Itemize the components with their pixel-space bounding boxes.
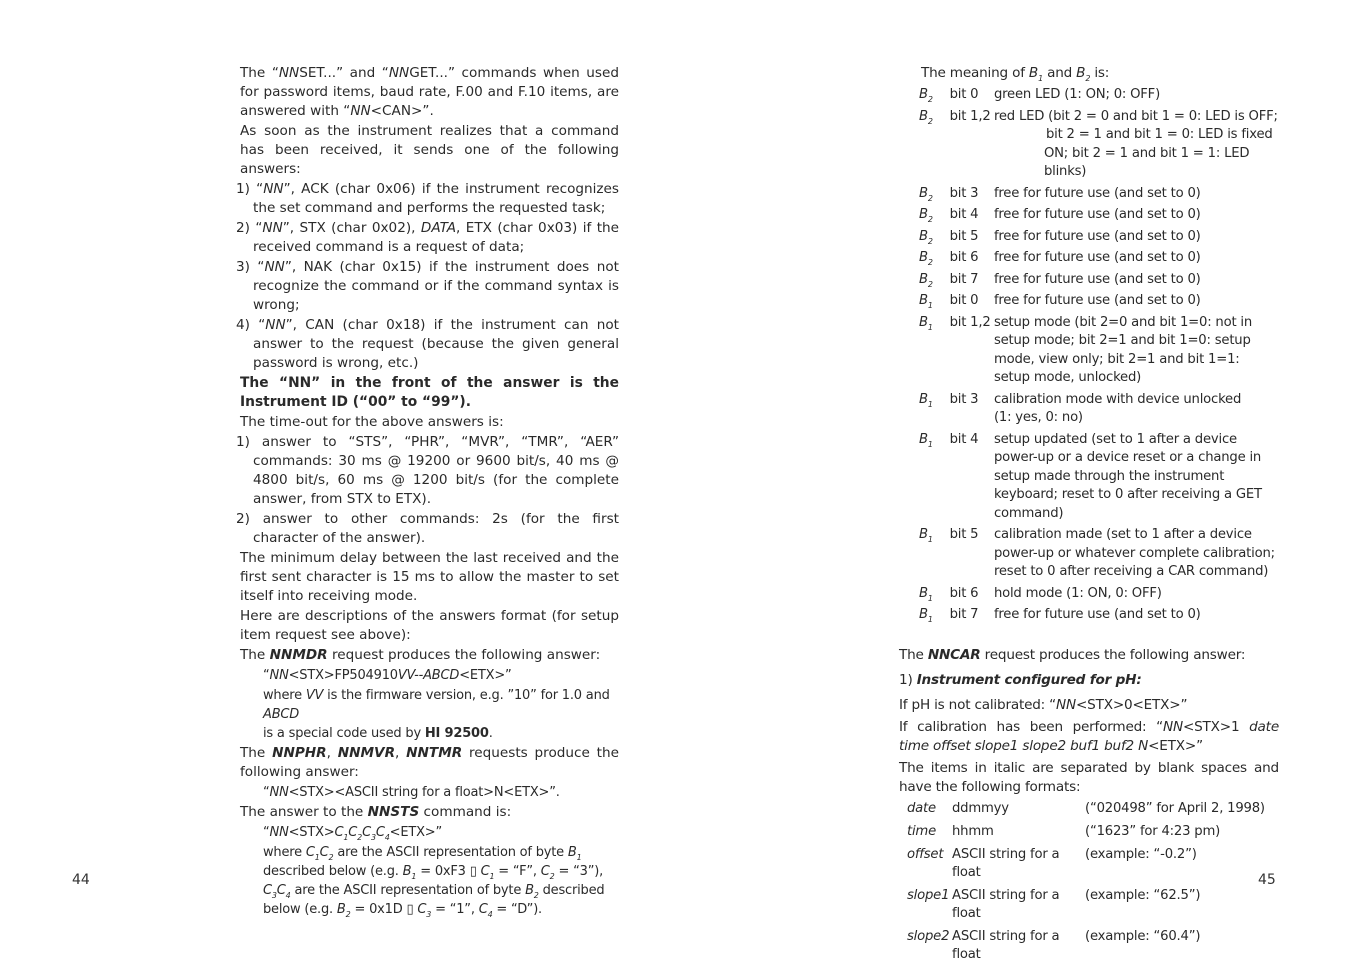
bit-row <box>919 314 1279 391</box>
byte-cell: $B_2$ <box>919 108 933 126</box>
list-item: 2) “NN”, STX (char 0x02), DATA, ETX (char 0x03) if the received command is a request of data; <box>236 220 619 255</box>
bit-cell: bit 0 <box>949 293 979 308</box>
format-example: (example: “-0.2”) <box>1085 846 1197 862</box>
bit-cell: bit 1,2 <box>949 314 991 330</box>
bit-row <box>919 526 1279 585</box>
bit-row <box>919 86 1279 108</box>
bit-description: hold mode (1: ON, 0: OFF) <box>993 585 1162 601</box>
bit-row <box>919 228 1279 250</box>
bit-row <box>919 185 1279 207</box>
bit-description: free for future use (and set to 0) <box>993 250 1201 265</box>
bit-cell: bit 5 <box>949 228 979 244</box>
format-row <box>907 846 1265 887</box>
items-paragraph: The items in italic are separated by blank spaces and have the following formats: <box>899 759 1279 795</box>
byte-cell: $B_1$ <box>919 527 933 544</box>
format-example: (example: “62.5”) <box>1085 887 1201 903</box>
nnphr-paragraph: The NNPHR, NNMVR, NNTMR requests produce the following answer: <box>240 745 619 780</box>
intro-paragraph: The “NNSET...” and “NNGET...” commands when used for password items, baud rate, F.00 and F.10 items, are answered with “NN<CAN>”. <box>240 65 619 119</box>
arrow-glyph: ▯ <box>469 864 477 879</box>
list-item: 1) answer to “STS”, “PHR”, “MVR”, “TMR”, “AER” commands: 30 ms @ 19200 or 9600 bit/s, 40 ms @ 4800 bit/s, 60 ms @ 1200 bit/s (for the complete answer, from STX to ETX). <box>236 434 619 507</box>
nnmdr-paragraph: The NNMDR request produces the following answer: <box>240 647 601 663</box>
nnmdr-answer: “NN<STX>FP504910VV--ABCD<ETX>” <box>263 668 512 683</box>
bit-table <box>919 86 1279 628</box>
bit-description: free for future use (and set to 0) <box>993 271 1201 287</box>
calibrated-line: If calibration has been performed: “NN<STX>1 date time offset slope1 slope2 buf1 buf2 N<ETX>” <box>899 718 1279 754</box>
bit-row <box>919 585 1279 607</box>
format-row <box>907 800 1265 823</box>
format-row <box>907 823 1265 846</box>
config-heading: 1) Instrument configured for pH: <box>899 671 1142 688</box>
byte-cell: $B_2$ <box>919 87 933 104</box>
nnmdr-where: where VV is the firmware version, e.g. ”10” for 1.0 and ABCD is a special code used by HI 92500. <box>263 688 610 741</box>
bit-row <box>919 391 1279 431</box>
delay-paragraph: The minimum delay between the last received and the first sent character is 15 ms to allow the master to set itself into receiving mode. <box>240 550 619 604</box>
bit-cell: bit 7 <box>949 607 979 622</box>
format-name: offset <box>907 846 944 862</box>
bit-table-wrap <box>921 86 1279 628</box>
not-calibrated-line: If pH is not calibrated: “NN<STX>0<ETX>” <box>899 696 1188 713</box>
page-number: 44 <box>72 872 90 888</box>
format-spec: ASCII string for a float <box>952 928 1060 962</box>
format-spec: ASCII string for a float <box>952 887 1060 921</box>
nncar-paragraph: The NNCAR request produces the following answer: <box>899 646 1246 663</box>
list-item: 3) “NN”, NAK (char 0x15) if the instrument does not recognize the command or if the command syntax is wrong; <box>236 259 619 313</box>
format-spec: ddmmyy <box>952 800 1009 816</box>
bit-cell: bit 3 <box>949 185 979 201</box>
bit-description: free for future use (and set to 0) <box>993 207 1201 222</box>
format-row <box>907 928 1265 969</box>
descriptions-paragraph: Here are descriptions of the answers format (for setup item request see above): <box>240 608 619 643</box>
answer-list <box>236 180 619 373</box>
format-example: (“020498” for April 2, 1998) <box>1085 800 1265 816</box>
byte-cell: $B_2$ <box>919 185 933 203</box>
bit-cell: bit 6 <box>949 250 979 265</box>
bit-row <box>919 292 1279 314</box>
format-spec: hhmm <box>952 823 994 839</box>
format-name: date <box>907 800 936 816</box>
byte-cell: $B_2$ <box>919 271 933 289</box>
bit-cell: bit 5 <box>949 527 979 542</box>
bit-description: free for future use (and set to 0) <box>993 293 1201 308</box>
list-item: 4) “NN”, CAN (char 0x18) if the instrument can not answer to the request (because the given general password is wrong, etc.) <box>236 317 619 371</box>
bit-description: free for future use (and set to 0) <box>993 185 1201 201</box>
instrument-id-note: The “NN” in the front of the answer is the Instrument ID (“00” to “99”). <box>240 375 619 410</box>
meaning-heading: The meaning of $B_1$ and $B_2$ is: <box>921 65 1110 83</box>
format-spec: ASCII string for a float <box>952 846 1060 880</box>
bit-cell: bit 4 <box>949 207 979 222</box>
bit-row <box>919 271 1279 293</box>
nnsts-where: where $C_1C_2$ are the ASCII representation of byte $B_1$ described below (e.g. $B_1 = 0xF3$ ▯ $C_1$ = “F”, $C_2$ = “3”), $C_3C_4$ are the ASCII representation of byte $B_2$ described below (e.g. $B_2 = 0x1D$ ▯ $C_3$ = “1”, $C_4$ = “D”). <box>263 845 605 919</box>
bit-row <box>919 108 1279 185</box>
bit-row <box>919 431 1279 527</box>
byte-cell: $B_2$ <box>919 228 933 246</box>
bit-description: free for future use (and set to 0) <box>993 607 1201 622</box>
format-table <box>907 800 1265 969</box>
bit-cell: bit 1,2 <box>949 108 991 124</box>
byte-cell: $B_2$ <box>919 250 933 267</box>
bit-description: green LED (1: ON; 0: OFF) <box>993 87 1161 102</box>
byte-cell: $B_1$ <box>919 293 933 310</box>
byte-cell: $B_1$ <box>919 314 933 332</box>
bit-description: calibration mode with device unlocked (1: yes, 0: no) <box>993 391 1242 425</box>
list-item: 1) “NN”, ACK (char 0x06) if the instrument recognizes the set command and performs the requested task; <box>236 181 619 216</box>
format-name: slope2 <box>907 928 950 944</box>
bit-cell: bit 6 <box>949 585 979 601</box>
bit-cell: bit 7 <box>949 271 979 287</box>
list-item: 2) answer to other commands: 2s (for the first character of the answer). <box>236 511 619 546</box>
right-page <box>676 0 1351 962</box>
bit-cell: bit 3 <box>949 391 979 407</box>
bit-cell: bit 4 <box>949 431 979 447</box>
bit-description: red LED (bit 2 = 0 and bit 1 = 0: LED is OFF; bit 2 = 1 and bit 1 = 0: LED is fixed ON; bit 2 = 1 and bit 1 = 1: LED blinks) <box>993 108 1278 179</box>
arrow-glyph: ▯ <box>406 902 414 917</box>
byte-cell: $B_1$ <box>919 431 933 449</box>
format-name: time <box>907 823 936 839</box>
bit-row <box>919 249 1279 271</box>
left-page <box>0 0 675 954</box>
page-number: 45 <box>1258 872 1276 888</box>
format-row <box>907 887 1265 928</box>
nnsts-paragraph: The answer to the NNSTS command is: <box>240 804 512 820</box>
bit-description: setup updated (set to 1 after a device power-up or a device reset or a change in setup made through the instrument keyboard; reset to 0 after receiving a GET command) <box>993 431 1262 521</box>
left-column <box>236 64 619 920</box>
byte-cell: $B_2$ <box>919 207 933 224</box>
right-column <box>899 64 1279 969</box>
answer-intro: As soon as the instrument realizes that a command has been received, it sends one of the following answers: <box>240 123 619 177</box>
format-example: (example: “60.4”) <box>1085 928 1201 944</box>
bit-row <box>919 606 1279 628</box>
bit-row <box>919 206 1279 228</box>
format-name: slope1 <box>907 887 950 903</box>
nnphr-answer: “NN<STX><ASCII string for a float>N<ETX>”. <box>263 785 560 800</box>
format-example: (“1623” for 4:23 pm) <box>1085 823 1221 839</box>
nnsts-answer: “$NN<STX>C_1C_2C_3C_4<ETX>$” <box>263 825 443 842</box>
byte-cell: $B_1$ <box>919 585 933 603</box>
bit-cell: bit 0 <box>949 87 979 102</box>
byte-cell: $B_1$ <box>919 607 933 624</box>
byte-cell: $B_1$ <box>919 391 933 409</box>
bit-description: setup mode (bit 2=0 and bit 1=0: not in setup mode; bit 2=1 and bit 1=0: setup mode, view only; bit 2=1 and bit 1=1: setup mode, unlocked) <box>993 314 1253 385</box>
bit-description: free for future use (and set to 0) <box>993 228 1201 244</box>
timeout-intro: The time-out for the above answers is: <box>240 414 504 430</box>
bit-description: calibration made (set to 1 after a device power-up or whatever complete calibration; reset to 0 after receiving a CAR command) <box>993 527 1275 579</box>
